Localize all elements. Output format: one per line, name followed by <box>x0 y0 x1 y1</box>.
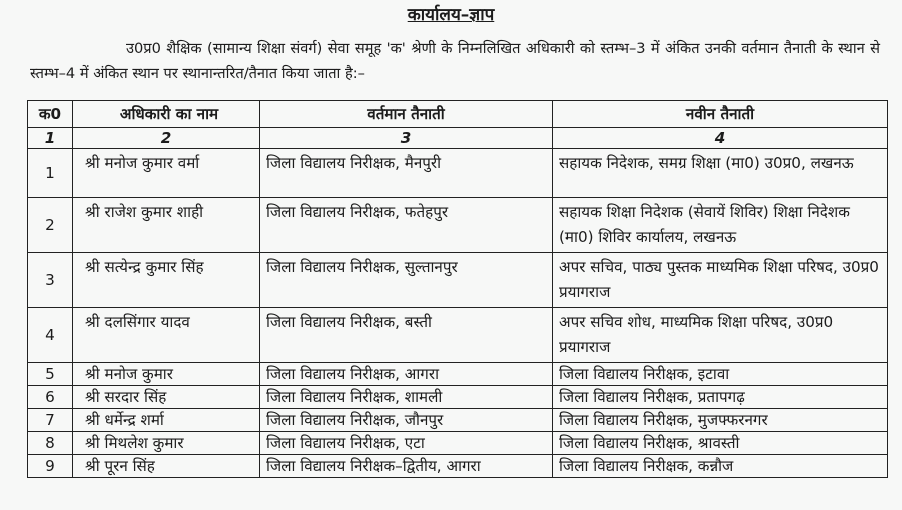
cell-officer-name: श्री दलसिंगार यादव <box>73 308 260 363</box>
column-number: 3 <box>260 128 553 149</box>
cell-current-posting: जिला विद्यालय निरीक्षक, फतेहपुर <box>260 198 553 253</box>
cell-current-posting: जिला विद्यालय निरीक्षक, बस्ती <box>260 308 553 363</box>
cell-officer-name: श्री मनोज कुमार वर्मा <box>73 149 260 198</box>
cell-officer-name: श्री सत्येन्द्र कुमार सिंह <box>73 253 260 308</box>
cell-officer-name: श्री राजेश कुमार शाही <box>73 198 260 253</box>
cell-current-posting: जिला विद्यालय निरीक्षक, सुल्तानपुर <box>260 253 553 308</box>
cell-serial: 3 <box>28 253 73 308</box>
cell-serial: 5 <box>28 363 73 386</box>
cell-new-posting: जिला विद्यालय निरीक्षक, कन्नौज <box>553 455 888 478</box>
cell-serial: 8 <box>28 432 73 455</box>
transfer-table <box>27 100 888 478</box>
column-number: 1 <box>28 128 73 149</box>
cell-officer-name: श्री मनोज कुमार <box>73 363 260 386</box>
cell-new-posting: जिला विद्यालय निरीक्षक, इटावा <box>553 363 888 386</box>
column-number: 2 <box>73 128 260 149</box>
header-officer-name: अधिकारी का नाम <box>73 101 260 128</box>
table-row <box>28 198 888 253</box>
document-title: कार्यालय–ज्ञाप <box>407 5 495 25</box>
cell-serial: 9 <box>28 455 73 478</box>
cell-officer-name: श्री धर्मेन्द्र शर्मा <box>73 409 260 432</box>
cell-current-posting: जिला विद्यालय निरीक्षक, मैनपुरी <box>260 149 553 198</box>
cell-officer-name: श्री सरदार सिंह <box>73 386 260 409</box>
table-row <box>28 455 888 478</box>
intro-paragraph: उ0प्र0 शैक्षिक (सामान्य शिक्षा संवर्ग) सेवा समूह 'क' श्रेणी के निम्नलिखित अधिकारी को स्तम्भ–3 में अंकित उनकी वर्तमान तैनाती के स्थान से स्तम्भ–4 में अंकित स्थान पर स्थानान्तरित/तैनात किया जाता है:– <box>30 40 880 82</box>
table-row <box>28 363 888 386</box>
cell-current-posting: जिला विद्यालय निरीक्षक–द्वितीय, आगरा <box>260 455 553 478</box>
cell-current-posting: जिला विद्यालय निरीक्षक, शामली <box>260 386 553 409</box>
cell-serial: 1 <box>28 149 73 198</box>
table-row <box>28 308 888 363</box>
table-row <box>28 409 888 432</box>
table-row <box>28 386 888 409</box>
cell-serial: 7 <box>28 409 73 432</box>
cell-serial: 2 <box>28 198 73 253</box>
cell-current-posting: जिला विद्यालय निरीक्षक, जौनपुर <box>260 409 553 432</box>
cell-officer-name: श्री मिथलेश कुमार <box>73 432 260 455</box>
cell-new-posting: जिला विद्यालय निरीक्षक, प्रतापगढ़ <box>553 386 888 409</box>
cell-new-posting: अपर सचिव शोध, माध्यमिक शिक्षा परिषद, उ0प्र0 प्रयागराज <box>553 308 888 363</box>
table-header-row <box>28 101 888 128</box>
cell-new-posting: सहायक शिक्षा निदेशक (सेवायें शिविर) शिक्षा निदेशक (मा0) शिविर कार्यालय, लखनऊ <box>553 198 888 253</box>
header-new-posting: नवीन तैनाती <box>553 101 888 128</box>
cell-serial: 4 <box>28 308 73 363</box>
cell-current-posting: जिला विद्यालय निरीक्षक, आगरा <box>260 363 553 386</box>
cell-officer-name: श्री पूरन सिंह <box>73 455 260 478</box>
table-row <box>28 432 888 455</box>
header-serial: क0 <box>28 101 73 128</box>
cell-new-posting: जिला विद्यालय निरीक्षक, मुजफ्फरनगर <box>553 409 888 432</box>
cell-new-posting: जिला विद्यालय निरीक्षक, श्रावस्ती <box>553 432 888 455</box>
table-row <box>28 149 888 198</box>
column-number: 4 <box>553 128 888 149</box>
cell-new-posting: अपर सचिव, पाठ्य पुस्तक माध्यमिक शिक्षा परिषद, उ0प्र0 प्रयागराज <box>553 253 888 308</box>
column-number-row <box>28 128 888 149</box>
header-current-posting: वर्तमान तैनाती <box>260 101 553 128</box>
cell-current-posting: जिला विद्यालय निरीक्षक, एटा <box>260 432 553 455</box>
table-row <box>28 253 888 308</box>
cell-new-posting: सहायक निदेशक, समग्र शिक्षा (मा0) उ0प्र0, लखनऊ <box>553 149 888 198</box>
cell-serial: 6 <box>28 386 73 409</box>
